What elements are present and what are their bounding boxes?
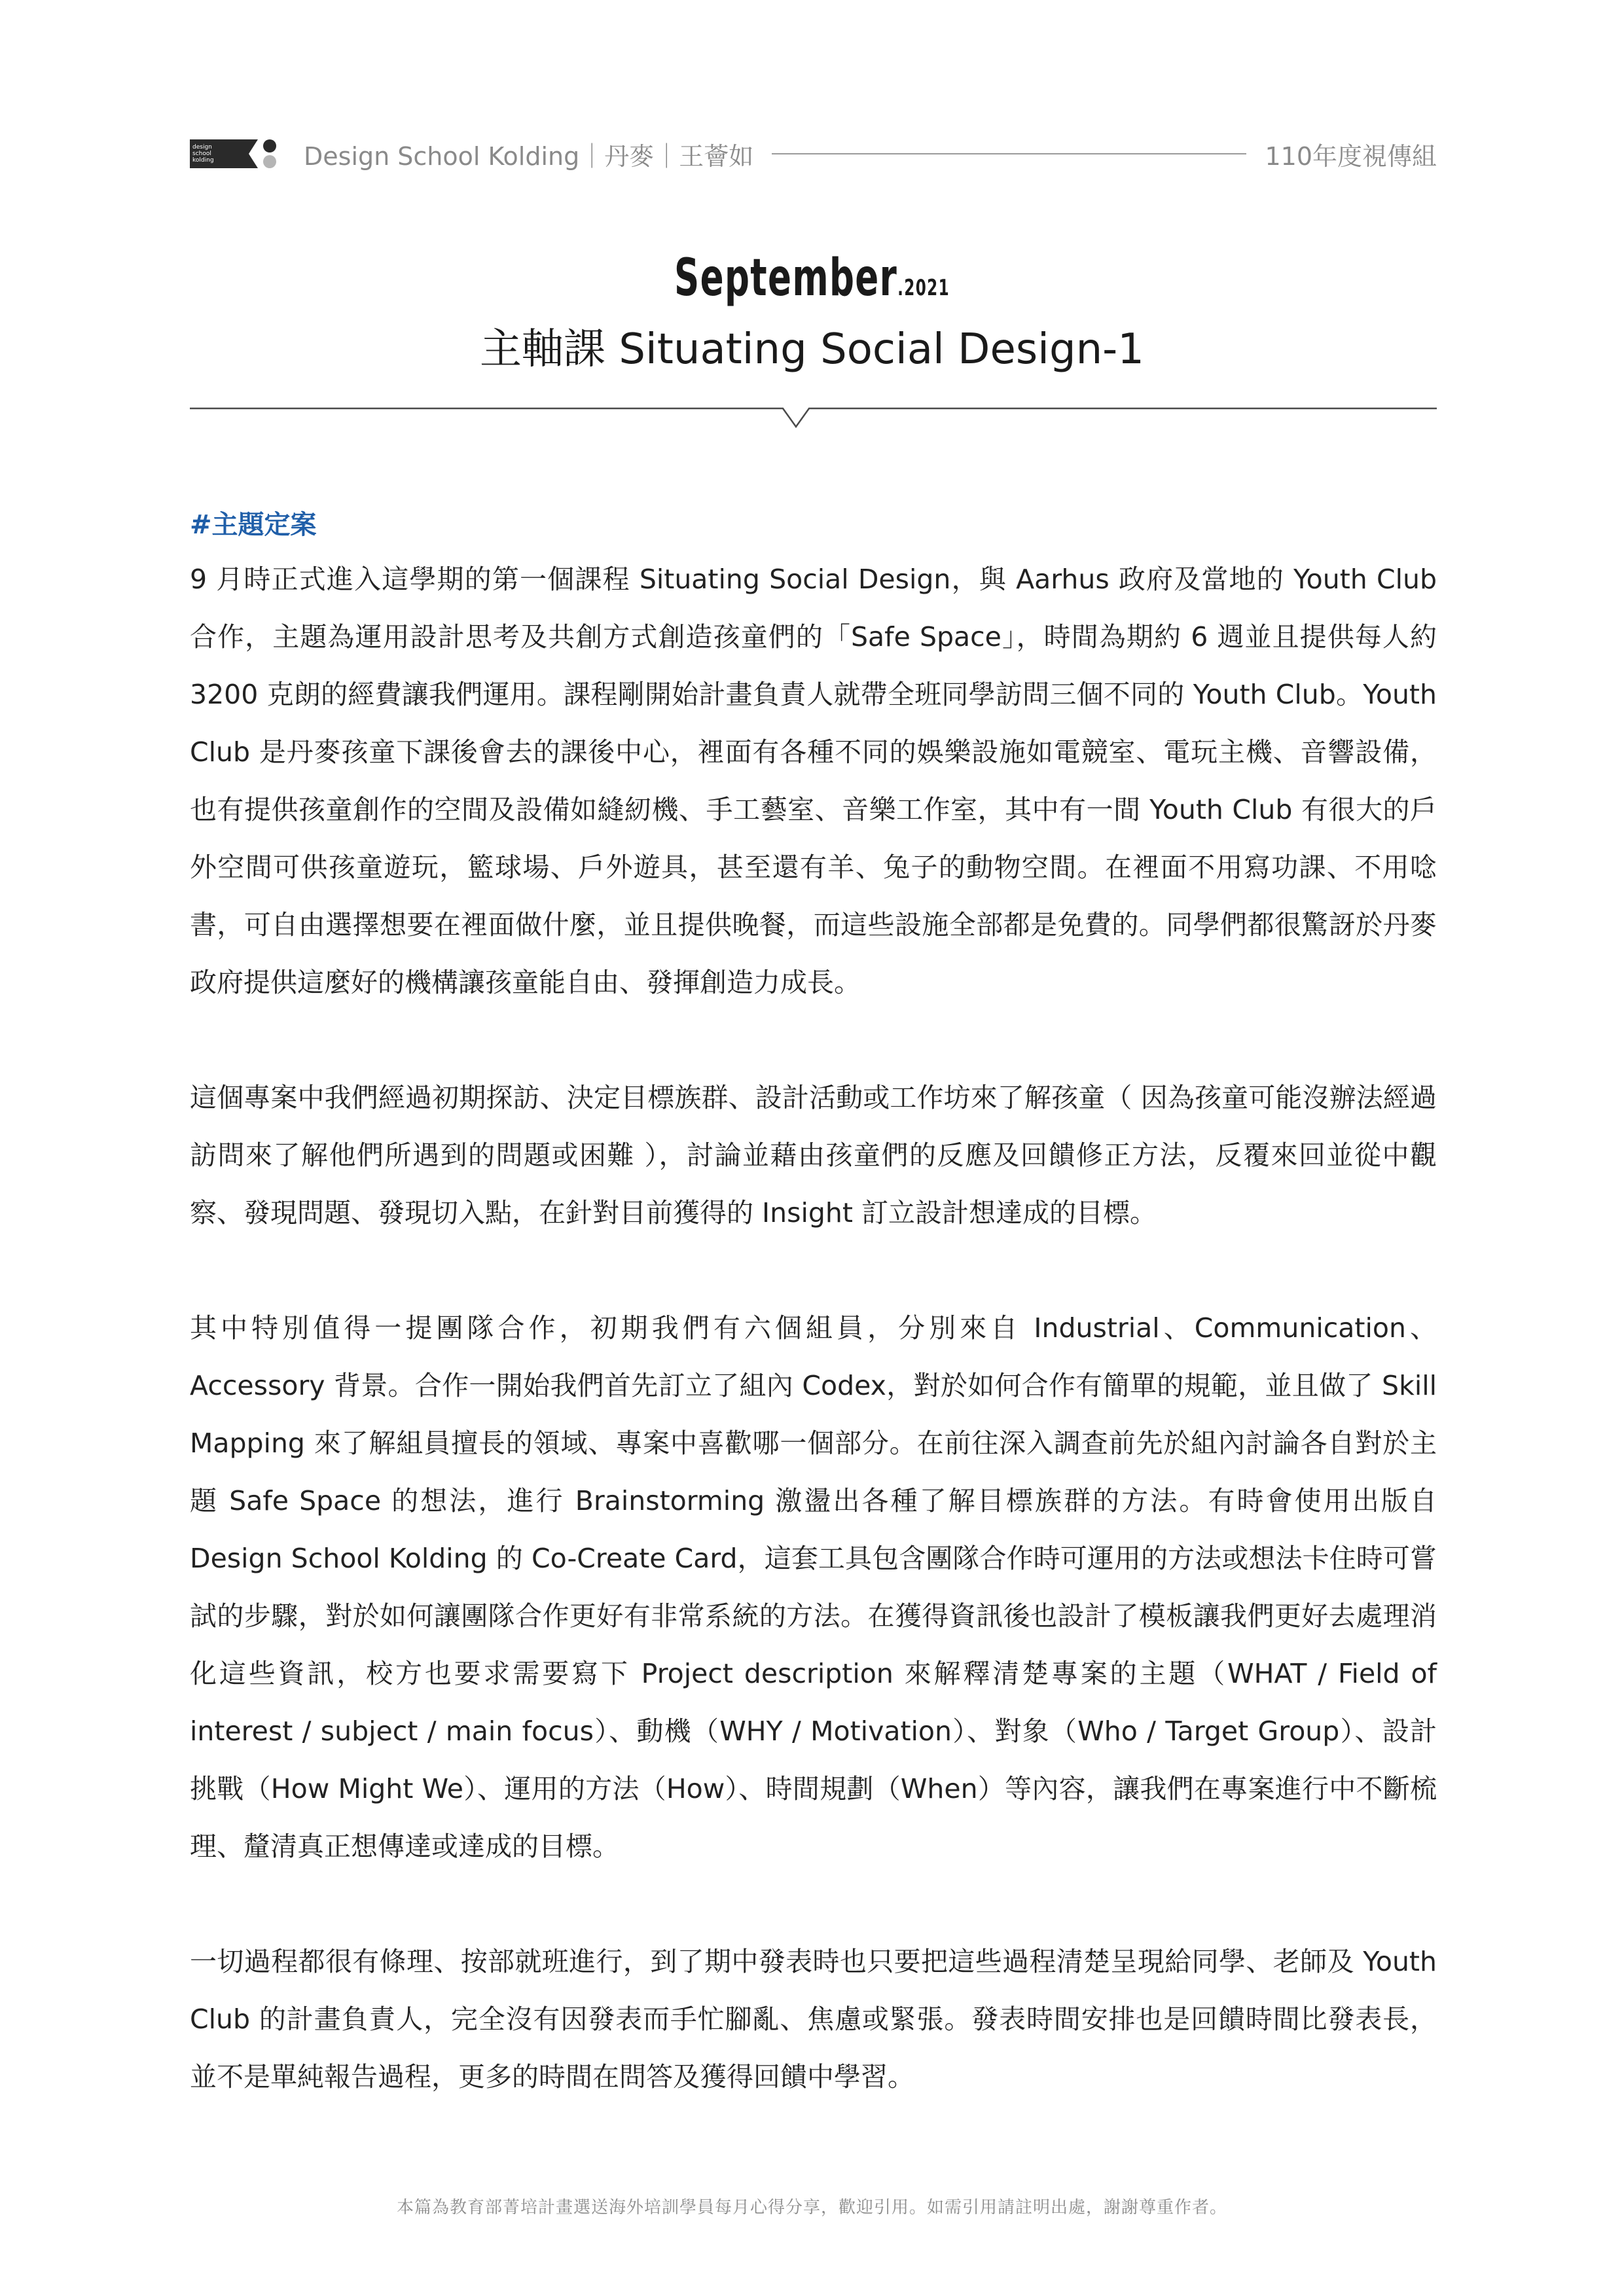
month-title: September.2021 (674, 249, 950, 308)
paragraph-4: 一切過程都很有條理、按部就班進行，到了期中發表時也只要把這些過程清楚呈現給同學、老師及 Youth Club 的計畫負責人，完全沒有因發表而手忙腳亂、焦慮或緊張。發表時間安排也是回饋時間比發表長，並不是單純報告過程，更多的時間在問答及獲得回饋中學習。 (190, 1946, 1437, 2092)
course-title: 主軸課 Situating Social Design-1 (480, 325, 1144, 374)
page-header (190, 134, 1437, 173)
paragraph-2: 這個專案中我們經過初期探訪、決定目標族群、設計活動或工作坊來了解孩童（ 因為孩童可能沒辦法經過訪問來了解他們所遇到的問題或困難 ），討論並藉由孩童們的反應及回饋修正方法，反覆來回並從中觀察、發現問題、發現切入點，在針對目前獲得的 Insight 訂立設計想達成的目標。 (190, 1082, 1437, 1229)
header-category-label: 110年度視傳組 (1265, 141, 1437, 171)
footer-note: 本篇為教育部菁培計畫選送海外培訓學員每月心得分享，歡迎引用。如需引用請註明出處，謝謝尊重作者。 (396, 2198, 1227, 2217)
school-logo (190, 135, 288, 172)
paragraph-3: 其中特別值得一提團隊合作，初期我們有六個組員，分別來自 Industrial、Communication、Accessory 背景。合作一開始我們首先訂立了組內 Codex，對於如何合作有簡單的規範，並且做了 Skill Mapping 來了解組員擅長的領域、專案中喜歡哪一個部分。在前往深入調查前先於組內討論各自對於主題 Safe Space 的想法，進行 Brainstorming 激盪出各種了解目標族群的方法。有時會使用出版自 Design School Kolding 的 Co-Create Card，這套工具包含團隊合作時可運用的方法或想法卡住時可嘗試的步驟，對於如何讓團隊合作更好有非常系統的方法。在獲得資訊後也設計了模板讓我們更好去處理消化這些資訊，校方也要求需要寫下 Project description 來解釋清楚專案的主題（WHAT / Field of interest / subject / main focus）、動機（WHY / Motivation）、對象（Who / Target Group）、設計挑戰（How Might We）、運用的方法（How）、時間規劃（When）等內容，讓我們在專案進行中不斷梳理、釐清真正想傳達或達成的目標。 (190, 1312, 1437, 1862)
section-heading: #主題定案 (190, 510, 317, 540)
article-body (190, 504, 1437, 2163)
header-rule (772, 153, 1246, 154)
paragraph-1: 9 月時正式進入這學期的第一個課程 Situating Social Design，與 Aarhus 政府及當地的 Youth Club 合作，主題為運用設計思考及共創方式創造孩童們的「Safe Space」，時間為期約 6 週並且提供每人約 3200 克朗的經費讓我們運用。課程剛開始計畫負責人就帶全班同學訪問三個不同的 Youth Club。Youth Club 是丹麥孩童下課後會去的課後中心，裡面有各種不同的娛樂設施如電競室、電玩主機、音響設備，也有提供孩童創作的空間及設備如縫紉機、手工藝室、音樂工作室，其中有一間 Youth Club 有很大的戶外空間可供孩童遊玩，籃球場、戶外遊具，甚至還有羊、兔子的動物空間。在裡面不用寫功課、不用唸書，可自由選擇想要在裡面做什麼，並且提供晚餐，而這些設施全部都是免費的。同學們都很驚訝於丹麥政府提供這麼好的機構讓孩童能自由、發揮創造力成長。 (190, 564, 1437, 998)
svg-text:kolding: kolding (192, 157, 214, 164)
dk-logo-icon (190, 135, 288, 172)
svg-text:school: school (192, 151, 211, 157)
header-school-line: Design School Kolding｜丹麥｜王薈如 (304, 141, 754, 171)
year-label: .2021 (897, 275, 950, 301)
logo-lettering: design (192, 144, 212, 151)
title-divider (190, 406, 1437, 439)
title-block (0, 249, 1624, 376)
